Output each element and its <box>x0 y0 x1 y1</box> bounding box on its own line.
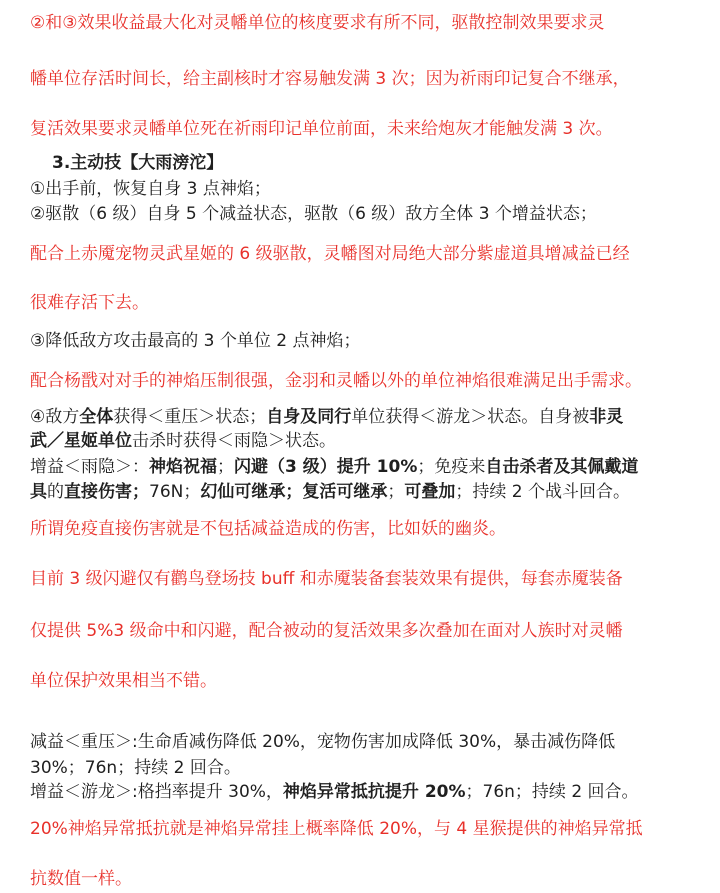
note-line: 配合杨戬对对手的神焰压制很强，金羽和灵幡以外的单位神焰很难满足出手需求。 <box>30 371 642 391</box>
debuff-description-continued: 30%；76n；持续 2 回合。 <box>30 758 241 778</box>
note-line: 复活效果要求灵幡单位死在祈雨印记单位前面，未来给炮灰才能触发满 3 次。 <box>30 119 613 139</box>
note-line: 配合上赤魇宠物灵武星姬的 6 级驱散，灵幡图对局绝大部分紫虚道具增减益已经 <box>30 244 630 264</box>
section-heading: 3.主动技【大雨滂沱】 <box>52 153 224 173</box>
buff-description-continued: 具的直接伤害；76N；幻仙可继承；复活可继承；可叠加；持续 2 个战斗回合。 <box>30 482 630 502</box>
note-line: 目前 3 级闪避仅有鹳鸟登场技 buff 和赤魇装备套装效果有提供，每套赤魇装备 <box>30 569 623 589</box>
note-line: 所谓免疫直接伤害就是不包括减益造成的伤害，比如妖的幽炎。 <box>30 519 506 539</box>
note-line: 20%神焰异常抵抗就是神焰异常挂上概率降低 20%，与 4 星猴提供的神焰异常抵 <box>30 819 643 839</box>
note-line: 单位保护效果相当不错。 <box>30 671 217 691</box>
debuff-description: 减益＜重压＞:生命盾减伤降低 20%，宠物伤害加成降低 30%，暴击减伤降低 <box>30 732 616 752</box>
skill-item: ①出手前，恢复自身 3 点神焰； <box>30 179 271 199</box>
note-line: 仅提供 5%3 级命中和闪避，配合被动的复活效果多次叠加在面对人族时对灵幡 <box>30 621 623 641</box>
note-line: 抗数值一样。 <box>30 869 132 889</box>
skill-item: ②驱散（6 级）自身 5 个减益状态，驱散（6 级）敌方全体 3 个增益状态； <box>30 204 597 224</box>
skill-item: ④敌方全体获得＜重压＞状态；自身及同行单位获得＜游龙＞状态。自身被非灵 <box>30 407 624 427</box>
buff-description: 增益＜游龙＞:格挡率提升 30%，神焰异常抵抗提升 20%；76n；持续 2 回合。 <box>30 782 639 802</box>
buff-description: 增益＜雨隐＞：神焰祝福；闪避（3 级）提升 10%；免疫来自击杀者及其佩戴道 <box>30 457 639 477</box>
skill-item-continued: 武／星姬单位击杀时获得＜雨隐＞状态。 <box>30 431 336 451</box>
note-line: 幡单位存活时间长，给主副核时才容易触发满 3 次；因为祈雨印记复合不继承， <box>30 69 630 89</box>
skill-item: ③降低敌方攻击最高的 3 个单位 2 点神焰； <box>30 331 361 351</box>
note-line: 很难存活下去。 <box>30 293 149 313</box>
note-line: ②和③效果收益最大化对灵幡单位的核度要求有所不同，驱散控制效果要求灵 <box>30 13 605 33</box>
